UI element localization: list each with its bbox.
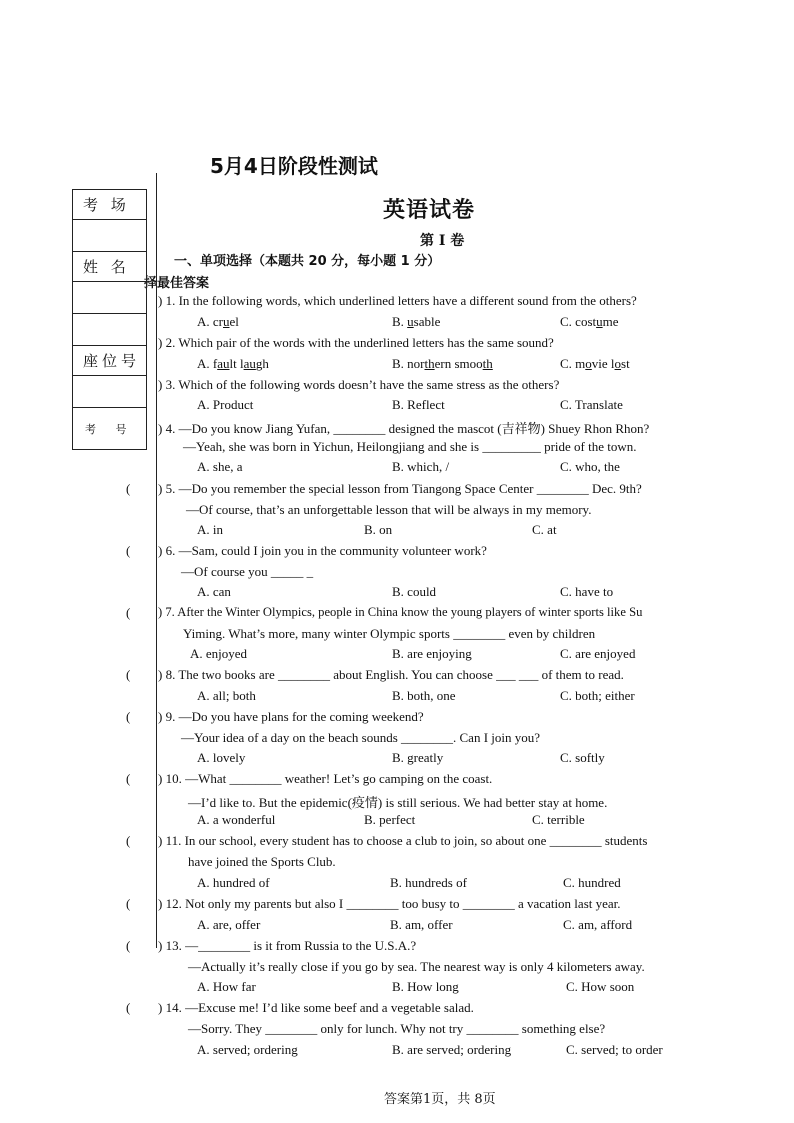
question-continuation: —Sorry. They ________ only for lunch. Why not try ________ something else? [188,1021,606,1036]
option-a[interactable]: A. are, offer [197,917,261,932]
option-a[interactable]: A. Product [197,397,254,412]
section-heading: 一、单项选择（本题共 20 分，每小题 1 分） [174,254,441,269]
answer-paren[interactable]: ( [126,709,131,724]
option-a[interactable]: A. in [197,522,223,537]
option-b[interactable]: B. both, one [392,688,456,703]
question-continuation: —Your idea of a day on the beach sounds ________. Can I join you? [181,730,541,745]
option-b[interactable]: B. are served; ordering [392,1042,512,1057]
option-a[interactable]: A. served; ordering [197,1042,298,1057]
seat-field[interactable] [73,376,146,408]
question-stem: ) 3. Which of the following words doesn’t have the same stress as the others? [158,377,560,392]
option-c[interactable]: C. am, afford [563,917,633,932]
option-b[interactable]: B. am, offer [390,917,453,932]
answer-paren[interactable]: ( [126,771,131,786]
question-continuation: —Actually it’s really close if you go by sea. The nearest way is only 4 kilometers away. [188,959,645,974]
option-a[interactable]: A. all; both [197,688,256,703]
option-c[interactable]: C. terrible [532,812,585,827]
option-a[interactable]: A. How far [197,979,256,994]
option-b[interactable]: B. are enjoying [392,646,472,661]
question-stem: ) 7. After the Winter Olympics, people in China know the young players of winter sports like Su [158,605,643,619]
option-b[interactable]: B. which, / [392,459,450,474]
volume-label: 第 I 卷 [420,233,465,249]
option-c[interactable]: C. have to [560,584,614,599]
option-b[interactable]: B. hundreds of [390,875,467,890]
answer-paren[interactable]: ( [126,481,131,496]
option-b[interactable]: B. Reflect [392,397,445,412]
answer-paren[interactable]: ( [126,938,131,953]
option-c[interactable]: C. Translate [560,397,623,412]
option-c[interactable]: C. softly [560,750,605,765]
paper-title: 英语试卷 [383,198,476,223]
option-a[interactable]: A. a wonderful [197,812,276,827]
seat-label: 座位号 [73,346,146,376]
exam-room-label: 考 场 [73,190,146,220]
option-b[interactable]: B. usable [392,314,441,329]
question-stem: ) 11. In our school, every student has to choose a club to join, so about one ________ students [158,833,648,848]
question-stem: ) 9. —Do you have plans for the coming weekend? [158,709,424,724]
option-a[interactable]: A. enjoyed [190,646,248,661]
answer-paren[interactable]: ( [126,605,131,620]
option-b[interactable]: B. on [364,522,393,537]
question-stem: ) 13. —________ is it from Russia to the U.S.A.? [158,938,417,953]
option-c[interactable]: C. served; to order [566,1042,663,1057]
option-a[interactable]: A. she, a [197,459,243,474]
question-continuation: have joined the Sports Club. [188,854,336,869]
option-a[interactable]: A. cruel [197,314,239,329]
question-stem: ) 10. —What ________ weather! Let’s go camping on the coast. [158,771,493,786]
question-stem: ) 2. Which pair of the words with the underlined letters has the same sound? [158,335,554,350]
option-c[interactable]: C. who, the [560,459,620,474]
answer-paren[interactable]: ( [126,667,131,682]
option-c[interactable]: C. How soon [566,979,635,994]
option-c[interactable]: C. hundred [563,875,621,890]
option-a[interactable]: A. fault laugh [197,356,269,371]
question-stem: ) 8. The two books are ________ about English. You can choose ___ ___ of them to read. [158,667,624,682]
option-b[interactable]: B. could [392,584,437,599]
option-c[interactable]: C. movie lost [560,356,630,371]
section-instruction: 择最佳答案 [144,276,210,291]
question-stem: ) 6. —Sam, could I join you in the community volunteer work? [158,543,487,558]
question-stem: ) 1. In the following words, which underlined letters have a different sound from the others? [158,293,637,308]
exam-no-label: 考 号 [73,408,146,450]
name-field-extra[interactable] [73,314,146,346]
question-continuation: —Of course you _____ _ [181,564,314,579]
answer-paren[interactable]: ( [126,896,131,911]
option-b[interactable]: B. northern smooth [392,356,493,371]
option-c[interactable]: C. are enjoyed [560,646,636,661]
option-c[interactable]: C. costume [560,314,619,329]
option-b[interactable]: B. How long [392,979,459,994]
question-stem: ) 12. Not only my parents but also I ________ too busy to ________ a vacation last year. [158,896,621,911]
page-footer: 答案第1页，共 8页 [384,1092,496,1107]
student-info-panel [72,189,147,450]
option-a[interactable]: A. lovely [197,750,246,765]
answer-paren[interactable]: ( [126,1000,131,1015]
option-a[interactable]: A. can [197,584,231,599]
question-continuation: —Of course, that’s an unforgettable lesson that will be always in my memory. [186,502,592,517]
option-c[interactable]: C. at [532,522,557,537]
option-b[interactable]: B. perfect [364,812,416,827]
answer-paren[interactable]: ( [126,543,131,558]
question-stem: ) 5. —Do you remember the special lesson from Tiangong Space Center ________ Dec. 9th? [158,481,642,496]
question-continuation: —I’d like to. But the epidemic(疫情) is still serious. We had better stay at home. [188,795,608,810]
exam-room-field[interactable] [73,220,146,252]
option-a[interactable]: A. hundred of [197,875,270,890]
question-stem: ) 14. —Excuse me! I’d like some beef and a vegetable salad. [158,1000,474,1015]
binding-line [156,173,157,948]
question-continuation: —Yeah, she was born in Yichun, Heilongjiang and she is _________ pride of the town. [183,439,637,454]
question-continuation: Yiming. What’s more, many winter Olympic sports ________ even by children [183,626,596,641]
name-field[interactable] [73,282,146,314]
option-b[interactable]: B. greatly [392,750,444,765]
name-label: 姓 名 [73,252,146,282]
option-c[interactable]: C. both; either [560,688,635,703]
answer-paren[interactable]: ( [126,833,131,848]
doc-title: 5月4日阶段性测试 [210,154,378,178]
question-stem: ) 4. —Do you know Jiang Yufan, ________ designed the mascot (吉祥物) Shuey Rhon Rhon? [158,421,650,436]
